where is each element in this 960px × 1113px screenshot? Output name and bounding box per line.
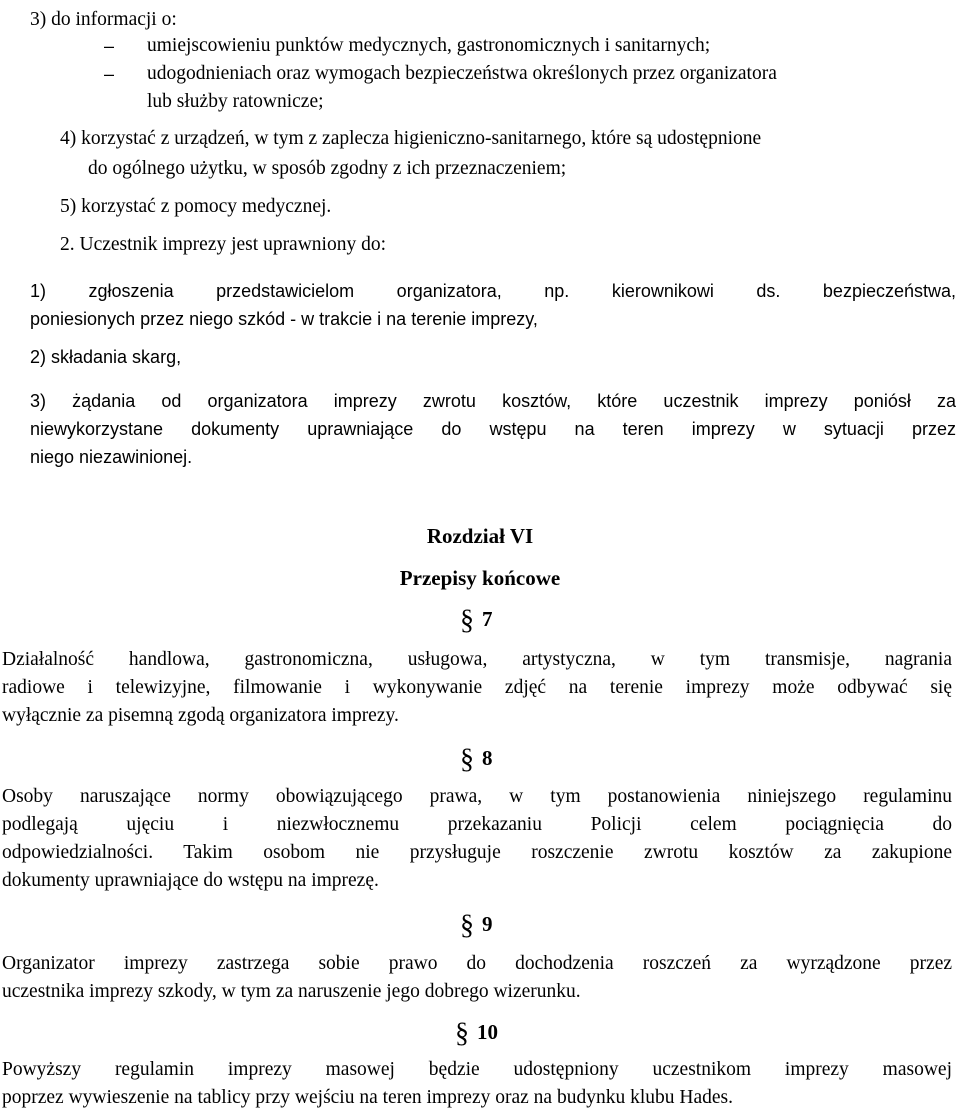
chapter-subtitle: Przepisy końcowe: [399, 566, 561, 590]
item4-line-1: 4) korzystać z urządzeń, w tym z zaplecza higieniczno-sanitarnego, które są udostępnione: [60, 128, 762, 149]
section-9-heading: [460, 910, 493, 941]
chapter-title: Rozdział VI: [426, 524, 534, 548]
section-7-line-3: wyłącznie za pisemną zgodą organizatora imprezy.: [2, 705, 399, 726]
section-number: 8: [482, 746, 493, 770]
section-9-line-1: Organizator imprezy zastrzega sobie prawo do dochodzenia roszczeń za wyrządzone przez: [2, 953, 952, 974]
item4-line-2: do ogólnego użytku, w sposób zgodny z ich przeznaczeniem;: [88, 158, 567, 179]
section-9-line-2: uczestnika imprezy szkody, w tym za naruszenie jego dobrego wizerunku.: [2, 981, 581, 1002]
bullet-dash: –: [104, 64, 115, 84]
section-7-line-1: Działalność handlowa, gastronomiczna, usługowa, artystyczna, w tym transmisje, nagrania: [2, 649, 952, 670]
section-8-line-4: dokumenty uprawniające do wstępu na imprezę.: [2, 870, 379, 891]
item3-bullet-1: umiejscowieniu punktów medycznych, gastronomicznych i sanitarnych;: [147, 35, 711, 56]
section-10-heading: [455, 1018, 498, 1049]
p2-item2: 2) składania skarg,: [30, 347, 182, 367]
p2-item3-line-1: 3) żądania od organizatora imprezy zwrotu kosztów, które uczestnik imprezy poniósł za: [30, 391, 956, 411]
section-10-line-2: poprzez wywieszenie na tablicy przy wejściu na teren imprezy oraz na budynku klubu Hades.: [2, 1087, 733, 1108]
section-8-heading: [460, 744, 493, 775]
p2-item1-line-1: 1) zgłoszenia przedstawicielom organizatora, np. kierownikowi ds. bezpieczeństwa,: [30, 281, 956, 301]
bullet-dash: –: [104, 36, 115, 56]
p2-item3-line-2: niewykorzystane dokumenty uprawniające do wstępu na teren imprezy w sytuacji przez: [30, 419, 956, 439]
item3-intro: 3) do informacji o:: [30, 9, 177, 30]
point2-title: 2. Uczestnik imprezy jest uprawniony do:: [60, 234, 387, 255]
section-8-line-3: odpowiedzialności. Takim osobom nie przysługuje roszczenie zwrotu kosztów za zakupione: [2, 842, 952, 863]
section-8-line-1: Osoby naruszające normy obowiązującego prawa, w tym postanowienia niniejszego regulaminu: [2, 786, 952, 807]
section-symbol: §: [460, 605, 474, 636]
section-8-line-2: podlegają ujęciu i niezwłocznemu przekazaniu Policji celem pociągnięcia do: [2, 814, 952, 835]
section-symbol: §: [460, 744, 474, 775]
section-number: 9: [482, 912, 493, 936]
section-symbol: §: [460, 910, 474, 941]
item3-bullet-2: udogodnieniach oraz wymogach bezpieczeństwa określonych przez organizatora: [147, 63, 777, 84]
p2-item1-line-2: poniesionych przez niego szkód - w trakcie i na terenie imprezy,: [30, 309, 538, 329]
section-7-line-2: radiowe i telewizyjne, filmowanie i wykonywanie zdjęć na terenie imprezy może odbywać się: [2, 677, 952, 698]
section-number: 10: [477, 1020, 498, 1044]
section-10-line-1: Powyższy regulamin imprezy masowej będzie udostępniony uczestnikom imprezy masowej: [2, 1059, 952, 1080]
item5: 5) korzystać z pomocy medycznej.: [60, 196, 332, 217]
section-symbol: §: [455, 1018, 469, 1049]
section-number: 7: [482, 607, 493, 631]
section-7-heading: [460, 605, 493, 636]
item3-bullet-2-cont: lub służby ratownicze;: [147, 91, 324, 112]
p2-item3-line-3: niego niezawinionej.: [30, 447, 193, 467]
